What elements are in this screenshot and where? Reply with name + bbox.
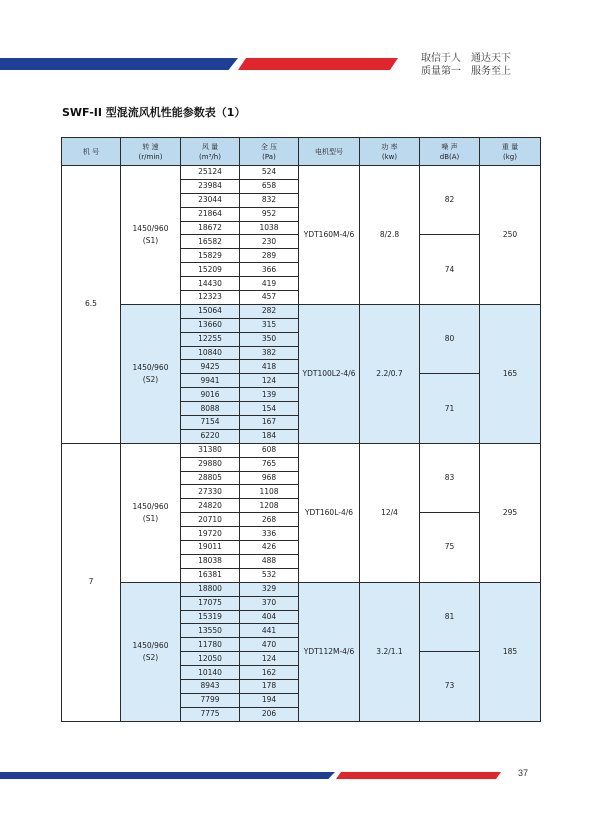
slogan-text: 取信于人: [421, 53, 461, 64]
pressure-cell: 658: [240, 179, 299, 193]
footer-blue-stripe: [0, 772, 335, 779]
pressure-cell: 1108: [240, 485, 299, 499]
pressure-cell: 370: [240, 596, 299, 610]
speed-series: (S1): [142, 513, 159, 523]
flow-cell: 7154: [181, 416, 240, 430]
flow-cell: 17075: [181, 596, 240, 610]
pressure-cell: 289: [240, 249, 299, 263]
flow-cell: 7775: [181, 707, 240, 721]
pressure-cell: 184: [240, 429, 299, 443]
pressure-cell: 268: [240, 513, 299, 527]
pressure-cell: 404: [240, 610, 299, 624]
flow-cell: 8943: [181, 679, 240, 693]
header-speed: 转 速 (r/min): [121, 138, 181, 166]
flow-cell: 16582: [181, 235, 240, 249]
pressure-cell: 524: [240, 166, 299, 180]
flow-cell: 12323: [181, 291, 240, 305]
flow-cell: 9016: [181, 388, 240, 402]
weight-cell: 185: [480, 582, 541, 721]
flow-cell: 20710: [181, 513, 240, 527]
table-row: [62, 443, 541, 457]
pressure-cell: 206: [240, 707, 299, 721]
flow-cell: 29880: [181, 457, 240, 471]
flow-cell: 15064: [181, 304, 240, 318]
flow-cell: 21864: [181, 207, 240, 221]
page-number: 37: [518, 768, 529, 778]
header-power: 功 率 (kw): [360, 138, 420, 166]
weight-cell: 295: [480, 443, 541, 582]
speed-series: (S1): [142, 235, 159, 245]
footer-red-stripe: [336, 772, 501, 779]
flow-cell: 7799: [181, 693, 240, 707]
slogan-text: 通达天下: [471, 53, 511, 64]
pressure-cell: 139: [240, 388, 299, 402]
noise-cell: 83: [420, 443, 480, 512]
flow-cell: 18672: [181, 221, 240, 235]
header-noise: 噪 声 dB(A): [420, 138, 480, 166]
flow-cell: 15829: [181, 249, 240, 263]
flow-cell: 18800: [181, 582, 240, 596]
noise-cell: 71: [420, 374, 480, 443]
pressure-cell: 457: [240, 291, 299, 305]
flow-cell: 13550: [181, 624, 240, 638]
pressure-cell: 329: [240, 582, 299, 596]
pressure-cell: 470: [240, 638, 299, 652]
flow-cell: 16381: [181, 568, 240, 582]
flow-cell: 19011: [181, 541, 240, 555]
pressure-cell: 426: [240, 541, 299, 555]
performance-table: [61, 137, 541, 722]
flow-cell: 19720: [181, 527, 240, 541]
flow-cell: 27330: [181, 485, 240, 499]
flow-cell: 9941: [181, 374, 240, 388]
pressure-cell: 194: [240, 693, 299, 707]
speed-cell: [121, 304, 181, 443]
pressure-cell: 366: [240, 263, 299, 277]
header-motor: 电机型号: [299, 138, 360, 166]
flow-cell: 14430: [181, 277, 240, 291]
flow-cell: 12255: [181, 332, 240, 346]
speed-series: (S2): [142, 652, 159, 662]
weight-cell: 250: [480, 166, 541, 305]
speed-cell: [121, 166, 181, 305]
flow-cell: 15209: [181, 263, 240, 277]
pressure-cell: 968: [240, 471, 299, 485]
pressure-cell: 832: [240, 193, 299, 207]
pressure-cell: 167: [240, 416, 299, 430]
flow-cell: 13660: [181, 318, 240, 332]
power-cell: 12/4: [360, 443, 420, 582]
flow-cell: 23044: [181, 193, 240, 207]
pressure-cell: 350: [240, 332, 299, 346]
pressure-cell: 952: [240, 207, 299, 221]
flow-cell: 25124: [181, 166, 240, 180]
speed-value: 1450/960: [132, 501, 169, 511]
pressure-cell: 419: [240, 277, 299, 291]
page-title: SWF-II 型混流风机性能参数表（1）: [62, 106, 246, 119]
flow-cell: 12050: [181, 652, 240, 666]
speed-series: (S2): [142, 374, 159, 384]
model-number-cell: 7: [62, 443, 121, 721]
flow-cell: 11780: [181, 638, 240, 652]
pressure-cell: 608: [240, 443, 299, 457]
slogan-text: 服务至上: [471, 66, 511, 77]
motor-cell: YDT100L2-4/6: [299, 304, 360, 443]
speed-value: 1450/960: [132, 223, 169, 233]
power-cell: 2.2/0.7: [360, 304, 420, 443]
noise-cell: 81: [420, 582, 480, 651]
speed-value: 1450/960: [132, 640, 169, 650]
pressure-cell: 154: [240, 402, 299, 416]
flow-cell: 6220: [181, 429, 240, 443]
motor-cell: YDT112M-4/6: [299, 582, 360, 721]
table-row: [62, 582, 541, 596]
pressure-cell: 124: [240, 652, 299, 666]
pressure-cell: 230: [240, 235, 299, 249]
header-slogan: [421, 52, 521, 78]
speed-value: 1450/960: [132, 362, 169, 372]
flow-cell: 23984: [181, 179, 240, 193]
header-flow: 风 量 (m³/h): [181, 138, 240, 166]
noise-cell: 75: [420, 513, 480, 582]
header-blue-stripe: [0, 58, 238, 70]
header-pressure: 全 压 (Pa): [240, 138, 299, 166]
pressure-cell: 282: [240, 304, 299, 318]
table-row: [62, 166, 541, 180]
speed-cell: [121, 443, 181, 582]
flow-cell: 10140: [181, 666, 240, 680]
pressure-cell: 178: [240, 679, 299, 693]
table-header-row: [62, 138, 541, 166]
pressure-cell: 765: [240, 457, 299, 471]
header-red-stripe: [238, 58, 398, 70]
pressure-cell: 488: [240, 554, 299, 568]
pressure-cell: 336: [240, 527, 299, 541]
motor-cell: YDT160M-4/6: [299, 166, 360, 305]
pressure-cell: 382: [240, 346, 299, 360]
pressure-cell: 532: [240, 568, 299, 582]
header-model: 机 号: [62, 138, 121, 166]
table-row: [62, 304, 541, 318]
flow-cell: 31380: [181, 443, 240, 457]
flow-cell: 15319: [181, 610, 240, 624]
speed-cell: [121, 582, 181, 721]
power-cell: 8/2.8: [360, 166, 420, 305]
pressure-cell: 1038: [240, 221, 299, 235]
flow-cell: 28805: [181, 471, 240, 485]
noise-cell: 80: [420, 304, 480, 373]
pressure-cell: 315: [240, 318, 299, 332]
flow-cell: 9425: [181, 360, 240, 374]
power-cell: 3.2/1.1: [360, 582, 420, 721]
flow-cell: 18038: [181, 554, 240, 568]
model-number-cell: 6.5: [62, 166, 121, 444]
flow-cell: 8088: [181, 402, 240, 416]
slogan-text: 质量第一: [421, 66, 461, 77]
noise-cell: 73: [420, 652, 480, 721]
noise-cell: 82: [420, 166, 480, 235]
pressure-cell: 124: [240, 374, 299, 388]
pressure-cell: 1208: [240, 499, 299, 513]
flow-cell: 10840: [181, 346, 240, 360]
pressure-cell: 162: [240, 666, 299, 680]
header-weight: 重 量 (kg): [480, 138, 541, 166]
pressure-cell: 418: [240, 360, 299, 374]
weight-cell: 165: [480, 304, 541, 443]
pressure-cell: 441: [240, 624, 299, 638]
noise-cell: 74: [420, 235, 480, 304]
motor-cell: YDT160L-4/6: [299, 443, 360, 582]
flow-cell: 24820: [181, 499, 240, 513]
